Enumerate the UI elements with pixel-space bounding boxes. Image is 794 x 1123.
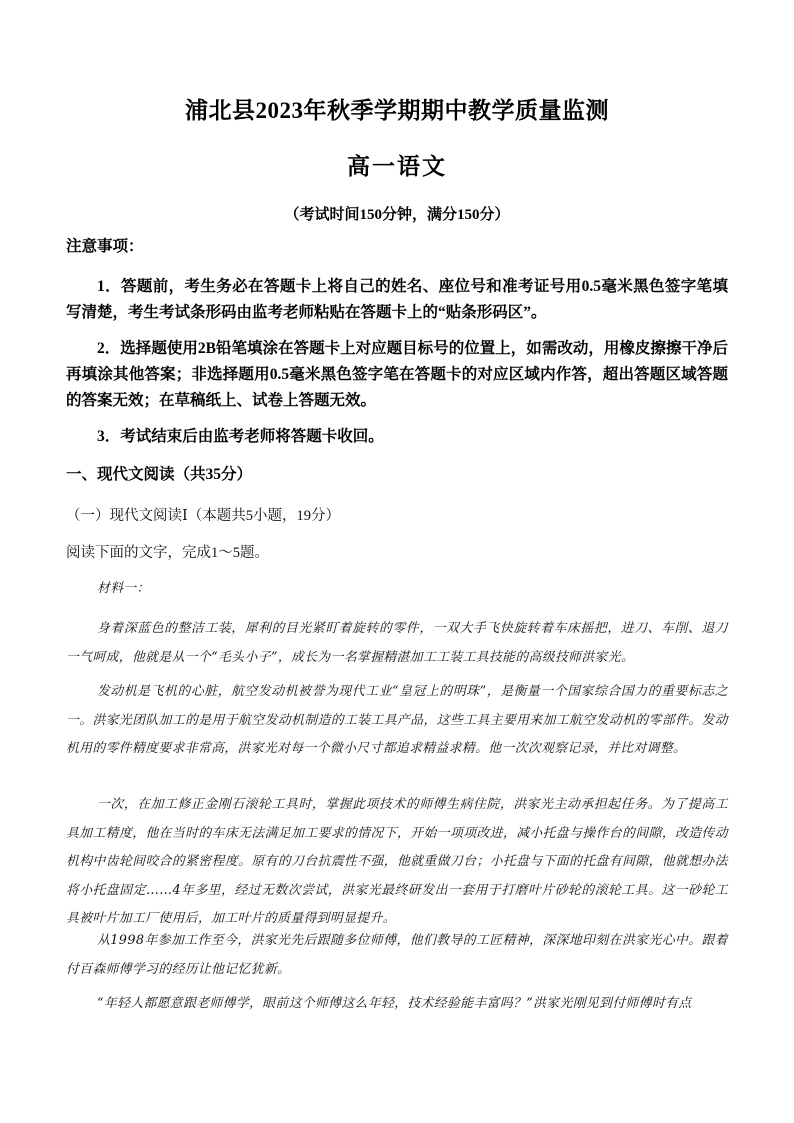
notice-item-1: 1．答题前，考生务必在答题卡上将自己的姓名、座位号和准考证号用0.5毫米黑色签字笔填写清楚，考生考试条形码由监考老师粘贴在答题卡上的“贴条形码区”。 — [66, 278, 728, 321]
subject-title: 高一语文 — [347, 154, 447, 179]
passage-paragraph-2: 发动机是飞机的心脏，航空发动机被誉为现代工业“皇冠上的明珠”，是衡量一个国家综合国力的重要标志之一。洪家光团队加工的是用于航空发动机制造的工装工具产品，这些工具主要用来加工航空发动机的零部件。发动机用的零件精度要求非常高，洪家光对每一个微小尺寸都追求精益求精。他一次次观察记录，并比对调整。 — [66, 684, 728, 756]
passage-paragraph-4: 从1998年参加工作至今，洪家光先后跟随多位师傅，他们教导的工匠精神，深深地印刻在洪家光心中。跟着付百森师傅学习的经历让他记忆犹新。 — [66, 933, 728, 977]
reading-instruction: 阅读下面的文字，完成1～5题。 — [66, 545, 269, 561]
exam-info: （考试时间150分钟，满分150分） — [284, 207, 510, 223]
notice-heading: 注意事项： — [66, 238, 144, 255]
notice-item-2: 2．选择题使用2B铅笔填涂在答题卡上对应题目标号的位置上，如需改动，用橡皮擦擦干净后再填涂其他答案；非选择题用0.5毫米黑色签字笔在答题卡的对应区域内作答，超出答题区域答题的答案无效；在草稿纸上、试卷上答题无效。 — [66, 340, 728, 409]
material-label: 材料一： — [97, 581, 150, 596]
passage-paragraph-5: “年轻人都愿意跟老师傅学，眼前这个师傅这么年轻，技术经验能丰富吗？”洪家光刚见到付师傅时有点 — [97, 996, 692, 1011]
section-heading: 一、现代文阅读（共35分） — [66, 466, 253, 483]
passage-paragraph-3: 一次，在加工修正金刚石滚轮工具时，掌握此项技术的师傅生病住院，洪家光主动承担起任务。为了提高工具加工精度，他在当时的车床无法满足加工要求的情况下，开始一项项改进，减小托盘与操作台的间隙，改造传动机构中齿轮间咬合的紧密程度。原有的刀台抗震性不强，他就重做刀台；小托盘与下面的托盘有间隙，他就想办法将小托盘固定……4年多里，经过无数次尝试，洪家光最终研发出一套用于打磨叶片砂轮的滚轮工具。这一砂轮工具被叶片加工厂使用后，加工叶片的质量得到明显提升。 — [66, 797, 728, 926]
page-title: 浦北县2023年秋季学期期中教学质量监测 — [185, 98, 609, 123]
notice-item-3: 3．考试结束后由监考老师将答题卡收回。 — [97, 428, 384, 445]
passage-paragraph-1: 身着深蓝色的整洁工装，犀利的目光紧盯着旋转的零件，一双大手飞快旋转着车床摇把，进刀、车削、退刀一气呵成，他就是从一个“毛头小子”，成长为一名掌握精湛加工工装工具技能的高级技师洪家光。 — [66, 621, 728, 665]
section-subheading: （一）现代文阅读Ⅰ（本题共5小题，19分） — [66, 508, 340, 524]
